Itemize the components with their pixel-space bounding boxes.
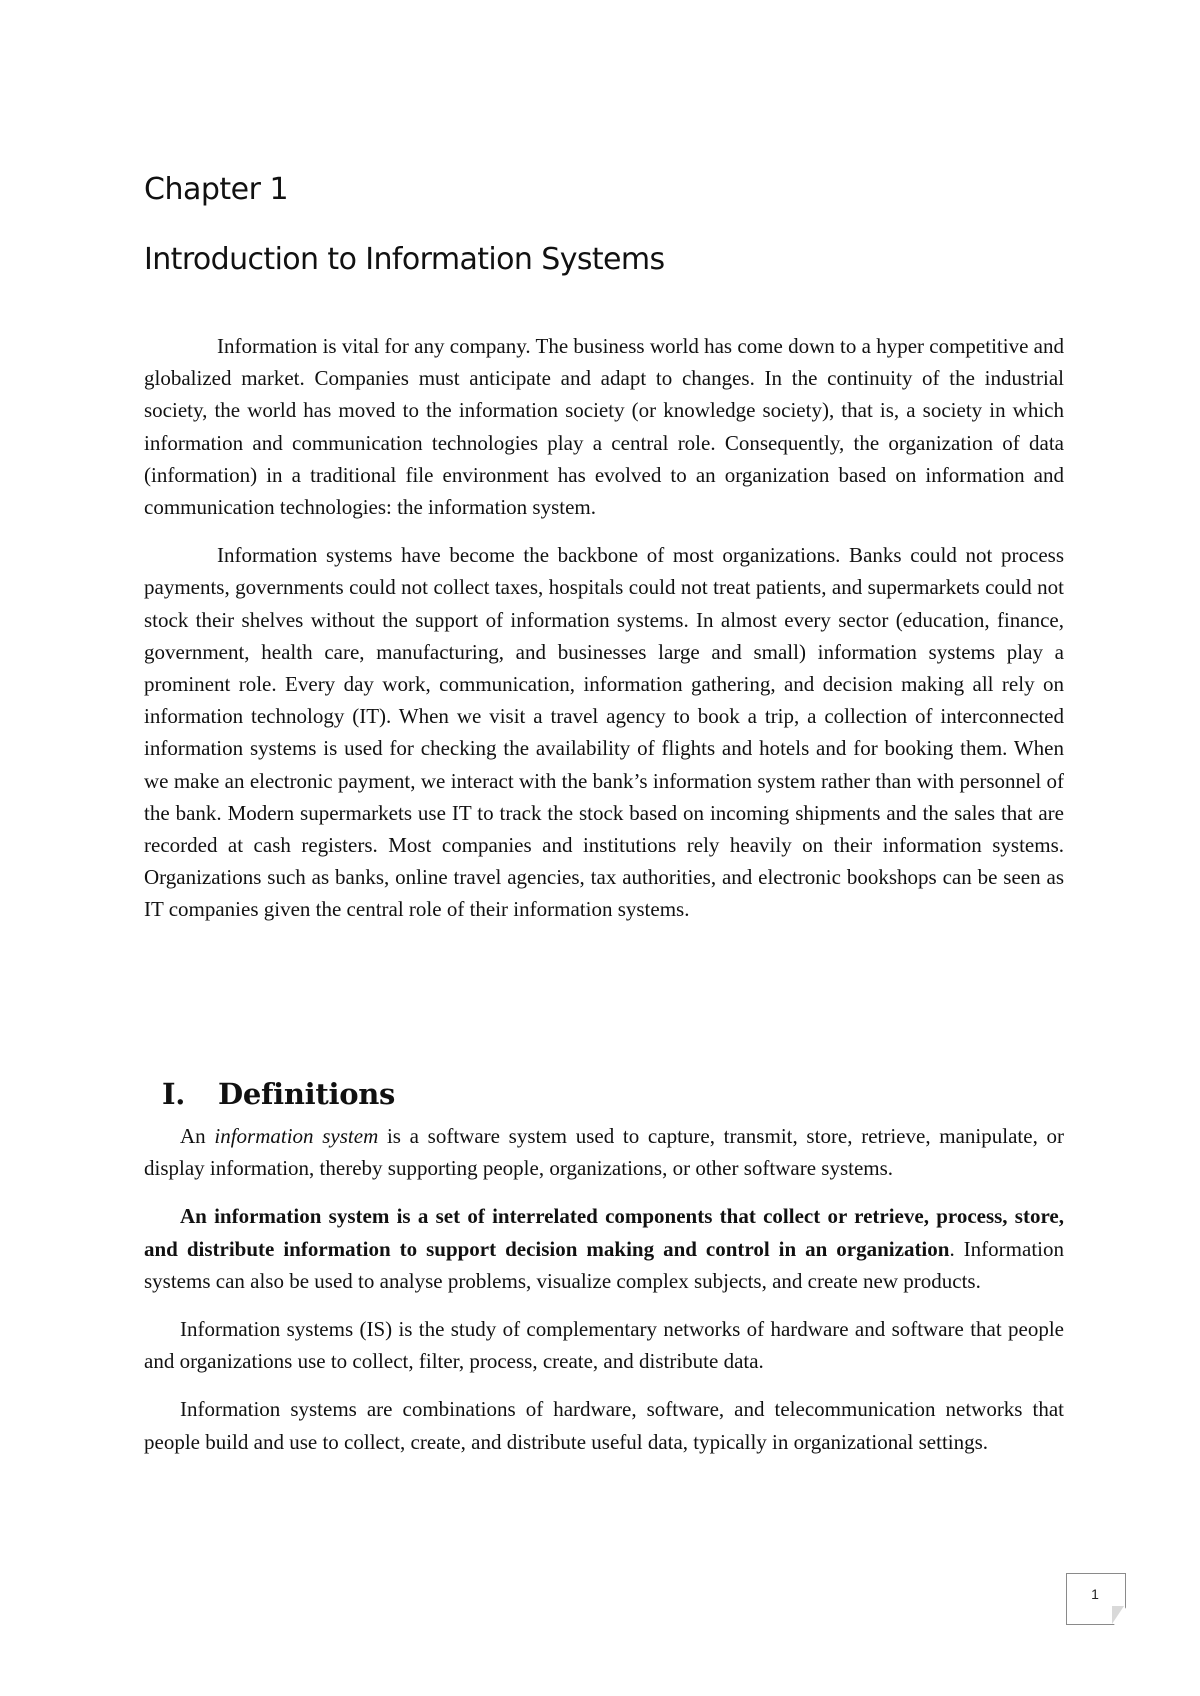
intro-paragraph-1: Information is vital for any company. The business world has come down to a hyper competitive and globalized market. Companies must anticipate and adapt to changes. In the continuity of the industrial society, the world has moved to the information society (or knowledge society), that is, a society in which information and communication technologies play a central role. Consequently, the organization of data (information) in a traditional file environment has evolved to an organization based on information and communication technologies: the information system. bbox=[144, 334, 1064, 520]
section-heading-definitions bbox=[162, 1074, 395, 1114]
definition-2-text: . Information systems can also be used to analyse problems, visualize complex subjects, and create new products. bbox=[144, 1236, 1064, 1293]
definition-paragraph-1 bbox=[144, 1120, 1064, 1184]
definitions-body bbox=[144, 1120, 1064, 1458]
chapter-title: Introduction to Information Systems bbox=[144, 242, 665, 277]
definition-paragraph-2 bbox=[144, 1200, 1064, 1297]
chapter-label: Chapter 1 bbox=[144, 172, 289, 207]
definition-1-term: information system bbox=[214, 1124, 379, 1148]
definition-paragraph-3: Information systems (IS) is the study of complementary networks of hardware and software that people and organizations use to collect, filter, process, create, and distribute data. bbox=[144, 1317, 1064, 1374]
definition-1-text: is a software system used to capture, transmit, store, retrieve, manipulate, or display information, thereby supporting people, organizations, or other software systems. bbox=[144, 1124, 1065, 1181]
definition-paragraph-4: Information systems are combinations of hardware, software, and telecommunication networks that people build and use to collect, create, and distribute useful data, typically in organizational settings. bbox=[144, 1397, 1064, 1454]
page-number: 1 bbox=[1091, 1586, 1099, 1602]
section-title: Definitions bbox=[218, 1077, 396, 1111]
definition-2-bold: An information system is a set of interrelated components that collect or retrieve, process, store, and distribute information to support decision making and control in an organization bbox=[144, 1204, 1064, 1261]
intro-body bbox=[144, 330, 1064, 926]
section-number: I. bbox=[162, 1077, 186, 1111]
intro-paragraph-2: Information systems have become the backbone of most organizations. Banks could not process payments, governments could not collect taxes, hospitals could not treat patients, and supermarkets could not stock their shelves without the support of information systems. In almost every sector (education, finance, government, health care, manufacturing, and businesses large and small) information systems play a prominent role. Every day work, communication, information gathering, and decision making all rely on information technology (IT). When we visit a travel agency to book a trip, a collection of interconnected information systems is used for checking the availability of flights and hotels and for booking them. When we make an electronic payment, we interact with the bank’s information system rather than with personnel of the bank. Modern supermarkets use IT to track the stock based on incoming shipments and the sales that are recorded at cash registers. Most companies and institutions rely heavily on their information systems. Organizations such as banks, online travel agencies, tax authorities, and electronic bookshops can be seen as IT companies given the central role of their information systems. bbox=[144, 543, 1064, 922]
definition-1-lead: An bbox=[180, 1124, 215, 1148]
